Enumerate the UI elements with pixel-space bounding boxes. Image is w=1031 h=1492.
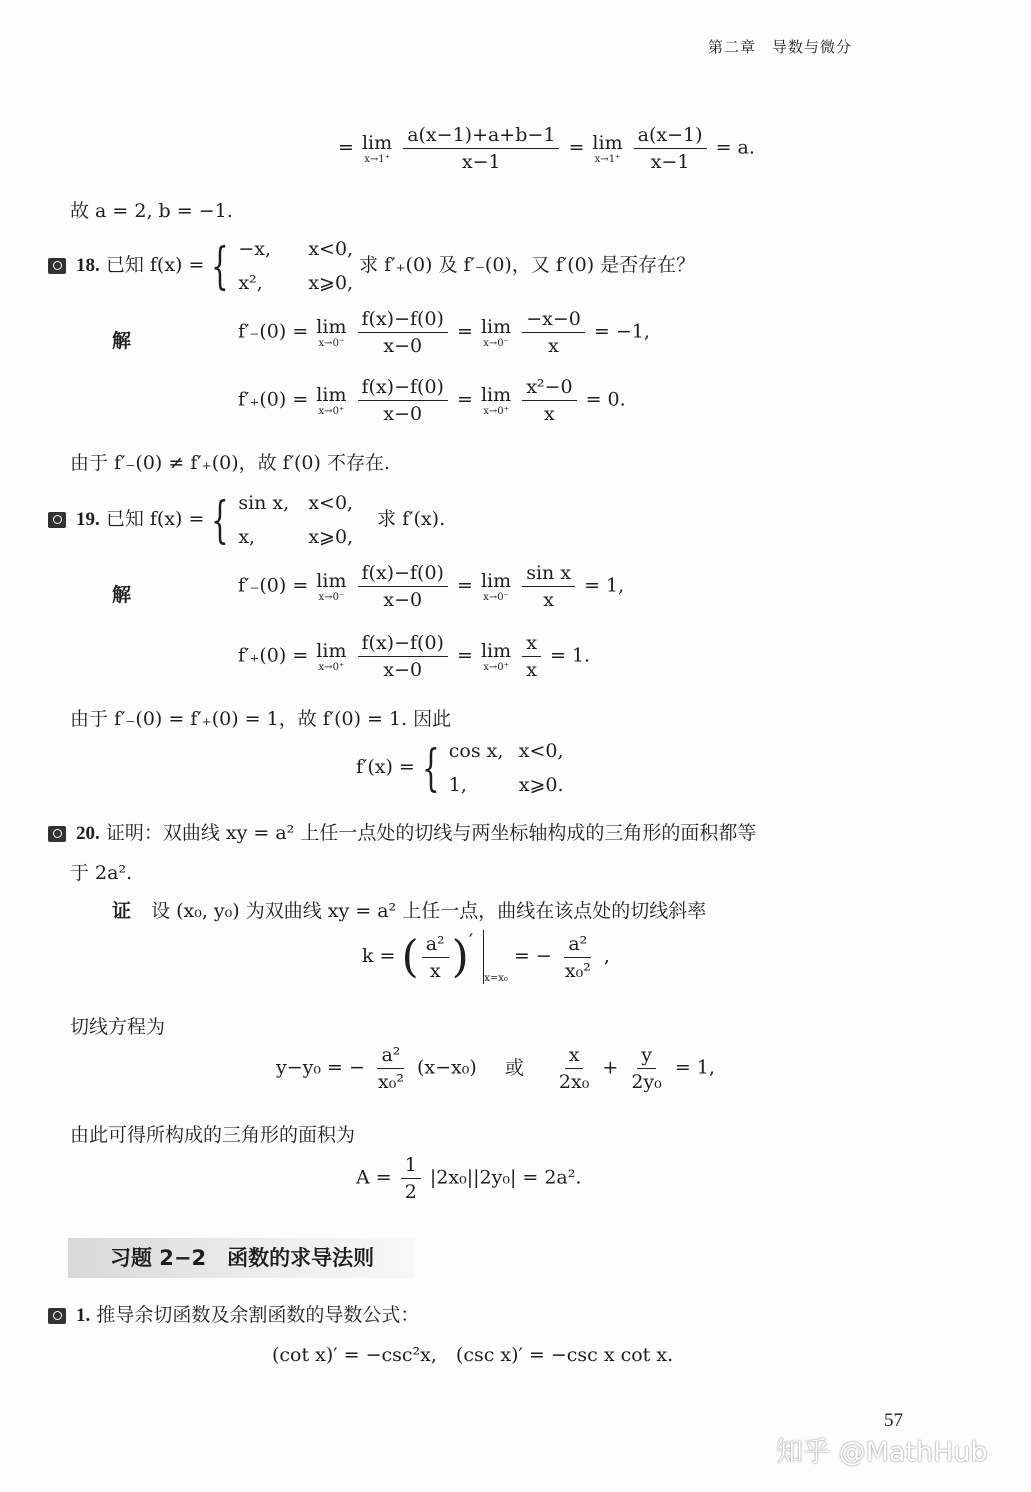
fraction: $\frac{a(x-1)+a+b-1}{x-1}$ bbox=[403, 124, 559, 173]
left-brace: { bbox=[211, 237, 230, 295]
fraction: $\frac{a(x-1)}{x-1}$ bbox=[634, 124, 707, 173]
search-icon bbox=[48, 512, 66, 528]
problem-20: 20. 证明：双曲线 xy = a² 上任一点处的切线与两坐标轴构成的三角形的面积都等 bbox=[48, 818, 756, 845]
solution-label: 解 bbox=[112, 330, 132, 352]
problem-19: 19. 已知 f(x) = { sin x, x<0, x, x⩾0, 求 f′(x). bbox=[48, 486, 445, 554]
p20-area-label: 由此可得所构成的三角形的面积为 bbox=[70, 1124, 356, 1146]
watermark: 知乎 @MathHub bbox=[776, 1437, 988, 1468]
p20-statement-cont: 于 2a². bbox=[70, 862, 133, 884]
solution-label: 解 bbox=[112, 584, 132, 606]
page-number: 57 bbox=[884, 1410, 903, 1431]
exercise-1: 1. 推导余切函数及余割函数的导数公式： bbox=[48, 1300, 419, 1327]
p19-result: f′(x) = { cos x, x<0, 1, x⩾0. bbox=[356, 739, 564, 797]
top-conclusion: 故 a = 2, b = −1. bbox=[70, 200, 233, 222]
limit-operator: lim x→1⁺ bbox=[592, 132, 623, 165]
p20-slope: k = ( $\frac{\text{a²}}{x}$ )′ x=x₀ = − $\frac{\text{a²}}{\text{x₀²}}$ , bbox=[362, 930, 610, 984]
search-icon bbox=[48, 258, 66, 274]
p19-left-derivative: f′₋(0) = lim x→0⁻ $\frac{f(x)-f(0)}{x-0}$ = lim x→0⁻ $\frac{\text{sin x}}{x}$ = 1, bbox=[238, 562, 625, 611]
p18-right-derivative: f′₊(0) = lim x→0⁺ $\frac{f(x)-f(0)}{x-0}$ = lim x→0⁺ $\frac{\text{x²−0}}{x}$ = 0. bbox=[238, 376, 626, 425]
p20-tangent-equation: y−y₀ = − $\frac{\text{a²}}{\text{x₀²}}$ (x−x₀) 或 $\frac{x}{\text{2x₀}}$ + $\frac{y}{\text{2y₀}}$ = 1, bbox=[276, 1044, 715, 1093]
search-icon bbox=[48, 826, 66, 842]
piecewise-cases: −x, x<0, x², x⩾0, bbox=[238, 238, 354, 294]
problem-18: 18. 已知 f(x) = { −x, x<0, x², x⩾0, 求 f′₊(0) 及 f′₋(0)，又 f′(0) 是否存在？ bbox=[48, 232, 695, 300]
section-title: 习题 2−2 函数的求导法则 bbox=[110, 1246, 375, 1270]
limit-operator: lim x→1⁺ bbox=[361, 132, 393, 165]
p18-left-derivative: f′₋(0) = lim x→0⁻ $\frac{f(x)-f(0)}{x-0}$ = lim x→0⁻ $\frac{-x-0}{x}$ = −1, bbox=[238, 308, 650, 357]
p20-area-formula: A = $\frac{1}{2}$ |2x₀||2y₀| = 2a². bbox=[356, 1154, 582, 1203]
p18-conclusion: 由于 f′₋(0) ≠ f′₊(0)，故 f′(0) 不存在. bbox=[70, 452, 390, 474]
piecewise-cases: sin x, x<0, x, x⩾0, bbox=[238, 492, 354, 548]
p20-tangent-label: 切线方程为 bbox=[70, 1016, 166, 1038]
chapter-header: 第二章 导数与微分 bbox=[708, 38, 853, 56]
search-icon bbox=[48, 1308, 66, 1324]
p19-conclusion: 由于 f′₋(0) = f′₊(0) = 1，故 f′(0) = 1. 因此 bbox=[70, 708, 452, 730]
exercise-1-formula: (cot x)′ = −csc²x, (csc x)′ = −csc x cot x. bbox=[272, 1344, 674, 1366]
p20-proof-intro: 证 设 (x₀, y₀) 为双曲线 xy = a² 上任一点，曲线在该点处的切线斜率 bbox=[112, 900, 707, 922]
left-brace: { bbox=[211, 491, 230, 549]
p19-right-derivative: f′₊(0) = lim x→0⁺ $\frac{f(x)-f(0)}{x-0}$ = lim x→0⁺ $\frac{x}{x}$ = 1. bbox=[238, 632, 591, 681]
top-limit-line: = lim x→1⁺ $\frac{a(x-1)+a+b-1}{x-1}$ = lim x→1⁺ $\frac{a(x-1)}{x-1}$ = a. bbox=[338, 124, 755, 173]
